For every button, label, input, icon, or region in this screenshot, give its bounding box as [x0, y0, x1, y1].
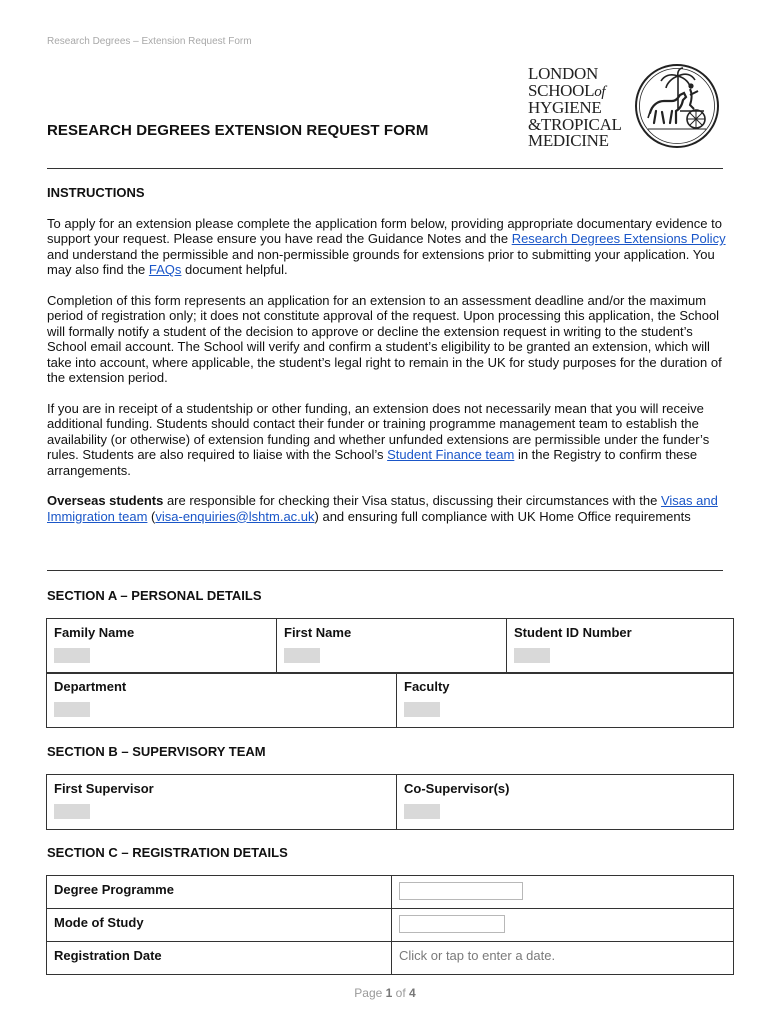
p3-text-1: If you are in receipt of a studentship or other funding, an extension does not necessarily mean that you will receive additional funding. Students should contact their funder or training programme management team to establish the availability (or otherwise) of extension funding and whether unfunded extensions are permissible under the funder’s rules. Students are also required to liaise with the School’s [47, 400, 710, 462]
section-c-heading: SECTION C – REGISTRATION DETAILS [47, 845, 288, 860]
family-name-field[interactable] [54, 648, 90, 663]
personal-details-table [46, 618, 734, 674]
department-field[interactable] [54, 702, 90, 717]
first-name-cell [277, 619, 507, 674]
co-supervisors-field[interactable] [404, 804, 440, 819]
logo-line-1: LONDON [528, 64, 598, 83]
section-b-heading: SECTION B – SUPERVISORY TEAM [47, 744, 266, 759]
degree-programme-label: Degree Programme [47, 876, 392, 909]
faculty-field[interactable] [404, 702, 440, 717]
student-id-label: Student ID Number [514, 625, 632, 640]
mode-of-study-label: Mode of Study [47, 909, 392, 942]
instructions-paragraph-1 [47, 216, 727, 278]
co-supervisors-cell [397, 775, 734, 830]
registration-date-label: Registration Date [47, 942, 392, 975]
faqs-link[interactable]: FAQs [148, 262, 182, 277]
registration-details-table [46, 875, 734, 975]
department-table [46, 672, 734, 728]
first-supervisor-field[interactable] [54, 804, 90, 819]
overseas-students-bold: Overseas students [47, 493, 164, 508]
page-current: 1 [385, 986, 393, 1000]
department-cell [47, 673, 397, 728]
family-name-label: Family Name [54, 625, 135, 640]
faculty-cell [397, 673, 734, 728]
registration-date-cell [392, 942, 734, 975]
instructions-heading: INSTRUCTIONS [47, 185, 145, 200]
p1-text-2: and understand the permissible and non-permissible grounds for extensions prior to submitting your application. You may also find the [47, 246, 715, 277]
running-header: Research Degrees – Extension Request Form [47, 36, 252, 47]
supervisory-team-table [46, 774, 734, 830]
visas-team-link[interactable]: Visas and Immigration team [47, 493, 718, 524]
first-supervisor-label: First Supervisor [54, 781, 154, 796]
instructions-paragraph-4 [47, 493, 727, 524]
of-word: of [395, 986, 406, 1000]
first-name-field[interactable] [284, 648, 320, 663]
co-supervisors-label: Co-Supervisor(s) [404, 781, 510, 796]
department-label: Department [54, 679, 127, 694]
school-seal-icon [634, 63, 720, 149]
family-name-cell [47, 619, 277, 674]
student-finance-link[interactable]: Student Finance team [387, 447, 515, 462]
visa-email-link[interactable]: visa-enquiries@lshtm.ac.uk [155, 508, 315, 524]
mode-of-study-select[interactable] [399, 915, 505, 933]
p1-text-3: document helpful. [181, 262, 288, 277]
logo-line-2a: SCHOOL [528, 80, 595, 100]
degree-programme-select[interactable] [399, 882, 523, 900]
p3-text-2: in the Registry to confirm these arrangements. [47, 447, 698, 478]
school-logo-text [528, 66, 628, 150]
p4-text-3: ) and ensuring full compliance with UK Home Office requirements [314, 508, 691, 524]
extensions-policy-link[interactable]: Research Degrees Extensions Policy [511, 231, 726, 246]
registration-date-picker[interactable]: Click or tap to enter a date. [399, 948, 556, 963]
student-id-field[interactable] [514, 648, 550, 663]
instructions-paragraph-3 [47, 401, 727, 479]
faculty-label: Faculty [404, 679, 450, 694]
page-footer [0, 986, 770, 1000]
header-divider [47, 168, 723, 169]
student-id-cell [507, 619, 734, 674]
instructions-divider [47, 570, 723, 571]
page-word: Page [354, 986, 383, 1000]
degree-programme-cell [392, 876, 734, 909]
instructions-paragraph-2: Completion of this form represents an application for an extension to an assessment deadline and/or the maximum period of registration only; it does not constitute approval of the request. Upon processing this application, the School will formally notify a student of the decision to approve or decline the extension request in writing to the student’s School email account. The School will verify and confirm a student’s eligibility to be granted an extension, which will take into account, where applicable, the student’s legal right to remain in the UK for study purposes for the duration of the extension period. [47, 292, 722, 385]
p1-text-1: To apply for an extension please complete the application form below, providing appropriate documentary evidence to support your request. Please ensure you have read the Guidance Notes and the [47, 215, 722, 246]
logo-line-5: MEDICINE [528, 131, 609, 150]
logo-line-4: &TROPICAL [528, 114, 622, 134]
p4-text-2: ( [147, 508, 156, 524]
instructions-block [47, 185, 727, 539]
page-total: 4 [409, 986, 416, 1000]
mode-of-study-cell [392, 909, 734, 942]
page-title: RESEARCH DEGREES EXTENSION REQUEST FORM [47, 122, 429, 139]
logo-line-2b: of [594, 83, 606, 100]
p4-text-1: are responsible for checking their Visa status, discussing their circumstances with the [163, 493, 661, 508]
first-name-label: First Name [284, 625, 352, 640]
logo-line-3: HYGIENE [528, 98, 602, 117]
first-supervisor-cell [47, 775, 397, 830]
section-a-heading: SECTION A – PERSONAL DETAILS [47, 588, 262, 603]
